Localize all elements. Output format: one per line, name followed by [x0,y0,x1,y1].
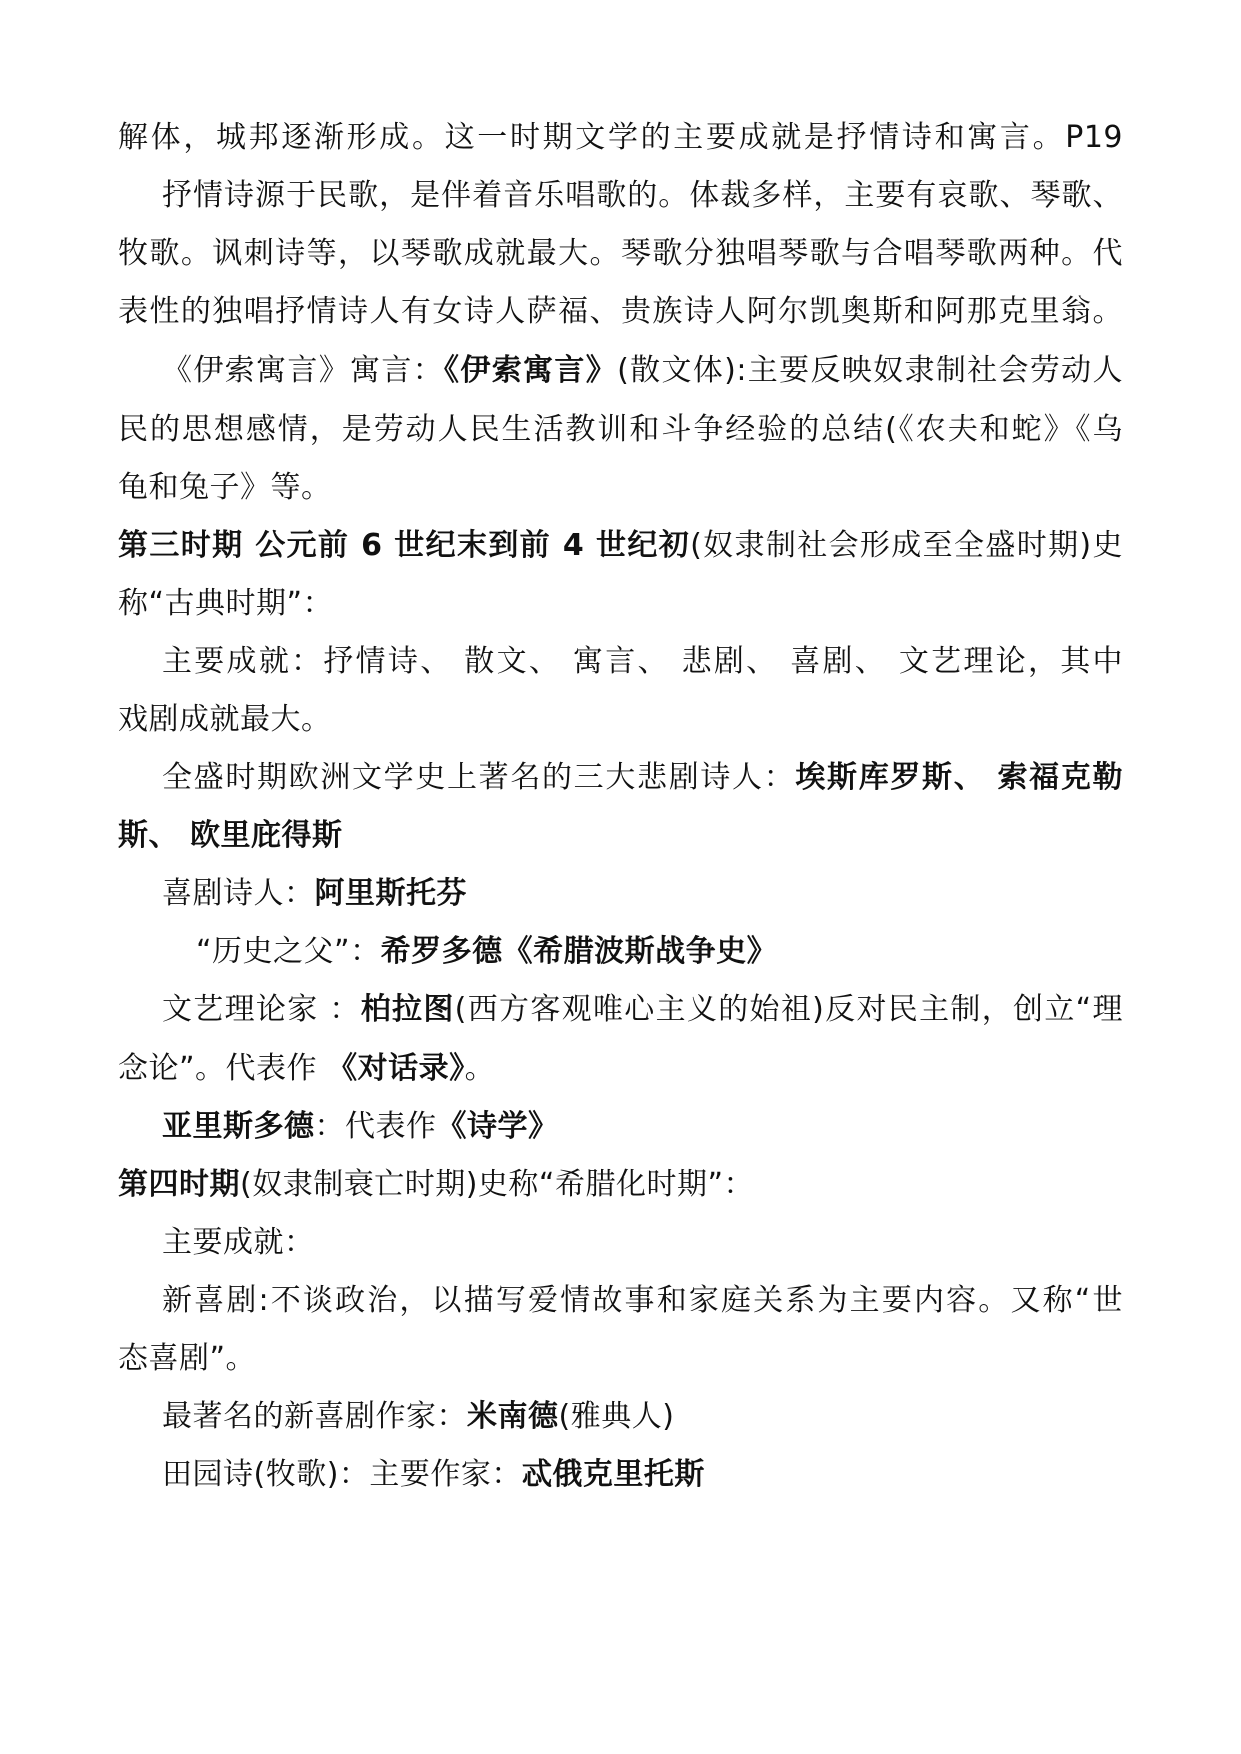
text-line: 抒情诗源于民歌，是伴着音乐唱歌的。体裁多样，主要有哀歌、琴歌、 [162,178,1123,213]
text-line: 《伊索寓言》寓言：《伊索寓言》(散文体):主要反映奴隶制社会劳动人 [162,353,1124,388]
text-line: 主要成就： [162,1225,315,1260]
text-line: 亚里斯多德：代表作《诗学》 [162,1109,559,1144]
text-line: 表性的独唱抒情诗人有女诗人萨福、贵族诗人阿尔凯奥斯和阿那克里翁。 [118,294,1123,329]
text-line: 全盛时期欧洲文学史上著名的三大悲剧诗人：埃斯库罗斯、 索福克勒 [162,760,1124,795]
text-line: 喜剧诗人：阿里斯托芬 [162,876,467,911]
text-line: 文艺理论家 ：柏拉图(西方客观唯心主义的始祖)反对民主制，创立“理 [162,992,1123,1027]
text-line: 念论”。代表作 《对话录》。 [118,1051,496,1086]
text-line: 斯、 欧里庇得斯 [118,818,343,853]
text-line: 牧歌。讽刺诗等，以琴歌成就最大。琴歌分独唱琴歌与合唱琴歌两种。代 [118,236,1123,271]
section-heading: 第四时期(奴隶制衰亡时期)史称“希腊化时期”： [118,1167,754,1202]
text-line: 戏剧成就最大。 [118,702,332,737]
text-line: 称“古典时期”： [118,586,334,621]
text-line: 田园诗(牧歌)：主要作家：忒俄克里托斯 [162,1457,705,1492]
text-line: “历史之父”：希罗多德《希腊波斯战争史》 [196,934,778,969]
text-line: 最著名的新喜剧作家：米南德(雅典人) [162,1399,675,1434]
text-line: 解体，城邦逐渐形成。这一时期文学的主要成就是抒情诗和寓言。P19 [118,120,1123,155]
text-line: 龟和兔子》等。 [118,470,332,505]
text-line: 主要成就：抒情诗、 散文、 寓言、 悲剧、 喜剧、 文艺理论，其中 [162,644,1123,679]
text-line: 民的思想感情，是劳动人民生活教训和斗争经验的总结(《农夫和蛇》《乌 [118,412,1123,447]
section-heading: 第三时期 公元前 6 世纪末到前 4 世纪初(奴隶制社会形成至全盛时期)史 [118,528,1123,563]
text-line: 新喜剧:不谈政治，以描写爱情故事和家庭关系为主要内容。又称“世 [162,1283,1123,1318]
text-line: 态喜剧”。 [118,1341,257,1376]
